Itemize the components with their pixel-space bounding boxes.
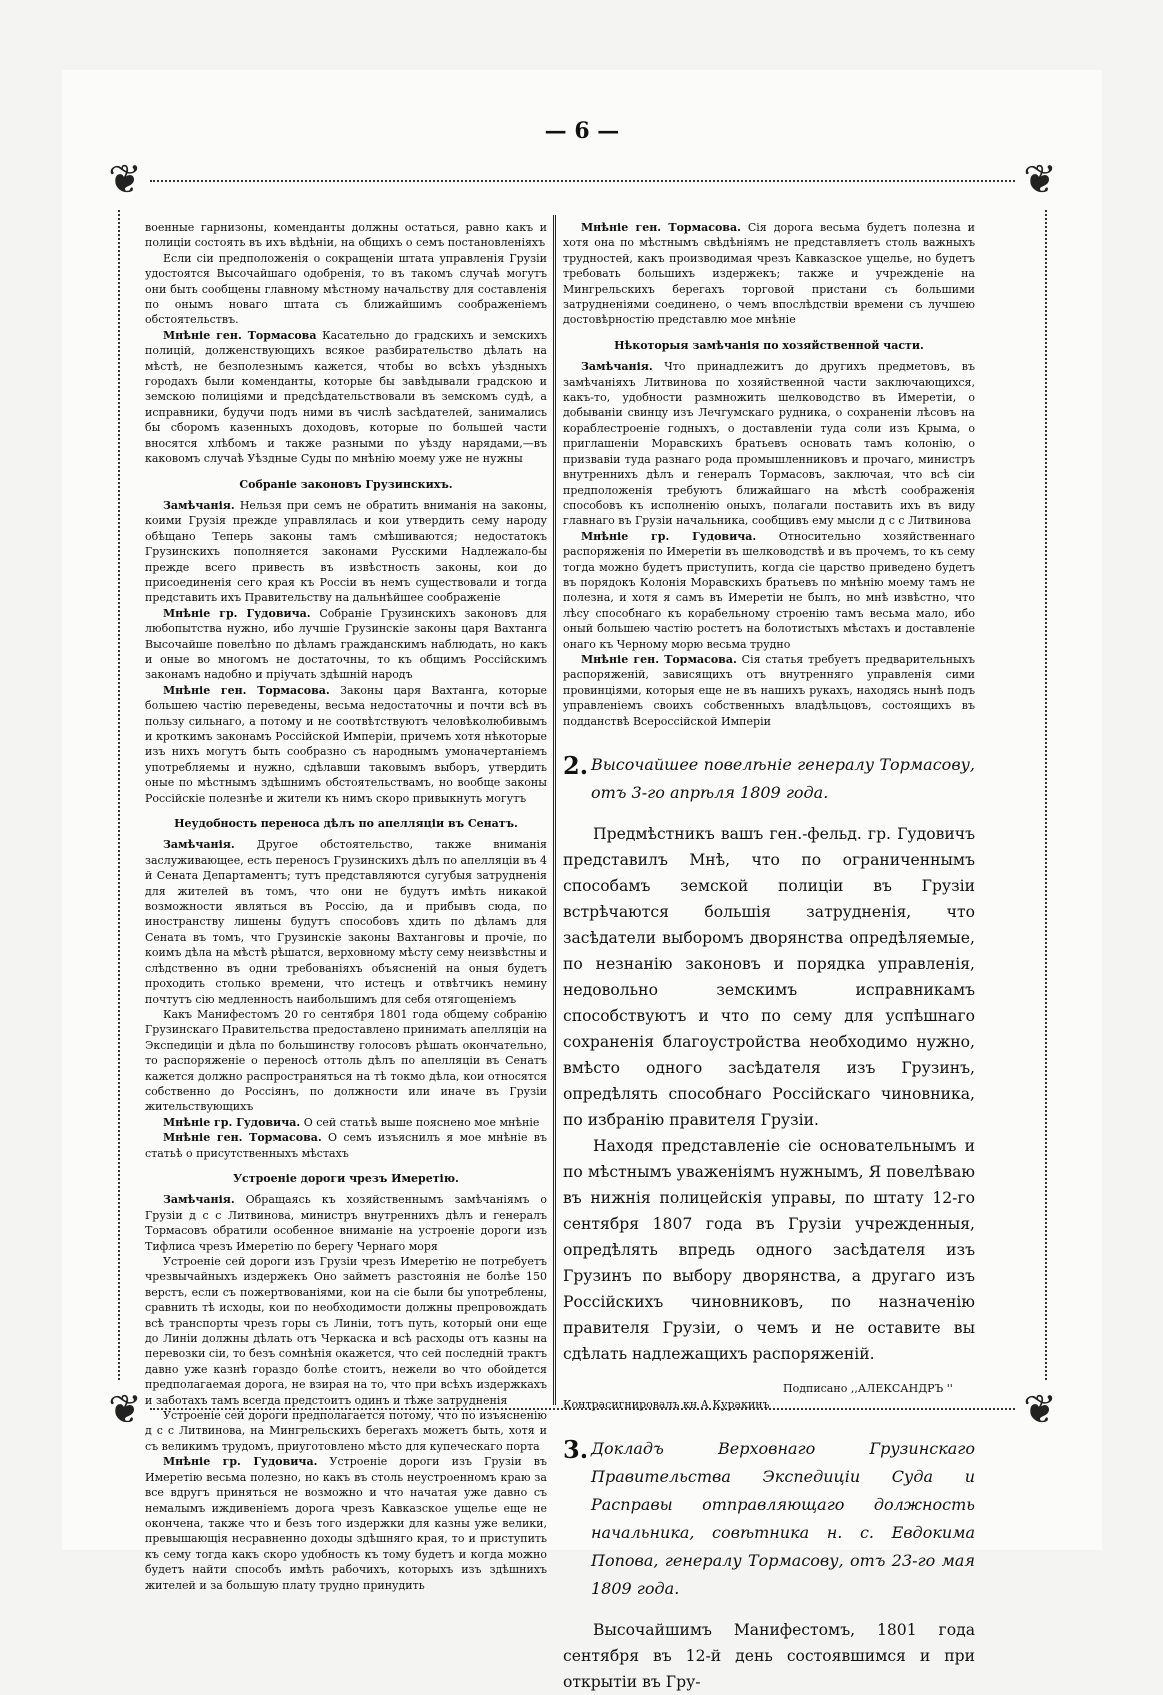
ornament-corner-icon: ❦ — [108, 157, 142, 203]
section-heading: Устроеніе дороги чрезъ Имеретію. — [233, 1171, 459, 1185]
paragraph-text: Касательно до градскихъ и земскихъ полицій, долженствующихъ всякое разбирательство дѣлать на мѣстѣ, не безполезнымъ кажется, чтобы во всѣхъ уѣздныхъ городахъ были коменданты, которые бы завѣдывали градскою и земскою полиціями и предсѣдательствовали въ земскомъ судѣ, а исправники, будучи подъ ними въ числѣ засѣдателей, занимались бы сборомъ казенныхъ доходовъ, которые по большей части вносятся хлѣбомъ и также разными по уѣзду нарядами,—въ каковомъ случаѣ Уѣздные Суды по мнѣнію моему уже не нужны — [145, 328, 547, 466]
ornament-corner-icon: ❦ — [1023, 157, 1057, 203]
paragraph-text: О семъ изъяснилъ я мое мнѣніе въ статьѣ о присутственныхъ мѣстахъ — [145, 1131, 547, 1160]
paragraph-lead: Замѣчанія. — [581, 360, 653, 374]
signature-block — [563, 1381, 975, 1413]
section-heading: Собраніе законовъ Грузинскихъ. — [239, 477, 453, 491]
paragraph-text: Что принадлежитъ до другихъ предметовъ, въ замѣчаніяхъ Литвинова по хозяйственной части заключающихся, какъ-то, удобности размножить шелководство въ Имеретіи, о добываніи свинцу изъ Лечгумскаго рудника, о сохраненіи лѣсовъ на кораблестроеніе годныхъ, о доставленіи туда соли изъ Крыма, о приглашеніи Моравскихъ братьевъ основать тамъ колонію, о призвавіи туда разнаго рода промышленниковъ и прочаго, министръ внутреннихъ дѣлъ и генералъ Тормасовъ, заключая, что всѣ сіи предположенія требуютъ ближайшаго на мѣстѣ соображенія способовъ къ исполненію оныхъ, полагали поставить ихъ въ виду главнаго въ Грузіи начальника, сообщивъ ему мысли д с с Литвинова — [563, 360, 975, 528]
paragraph-text: Обращаясь къ хозяйственнымъ замѣчаніямъ о Грузіи д с с Литвинова, министръ внутреннихъ дѣлъ и генералъ Тормасовъ обратили особенное вниманіе на устроеніе дороги изъ Тифлиса чрезъ Имеретію по берегу Чернаго моря — [145, 1193, 547, 1253]
section-title: Докладъ Верховнаго Грузинскаго Правительства Экспедиціи Суда и Расправы отправляющаго должность начальника, совѣтника н. с. Евдокима Попова, генералу Тормасову, отъ 23-го мая 1809 года. — [591, 1439, 975, 1598]
paragraph-text: Если сіи предположенія о сокращеніи штата управленія Грузіи удостоятся Высочайшаго одобренія, то въ такомъ случаѣ могутъ они быть сообщены главному мѣстному начальству для составленія по онымъ новаго штата съ ближайшимъ соображеніемъ обстоятельствъ. — [145, 251, 547, 327]
paragraph-text: Другое обстоятельство, также вниманія заслуживающее, есть переносъ Грузинскихъ дѣлъ по апелляціи въ 4 й Сената Департаментъ; тутъ представляются сугубыя затрудненія для жителей въ томъ, что они не будутъ имѣть никакой возможности являться въ Россію, да и прибывъ сюда, по иностранству лишены будутъ способовъ хдить по дѣламъ для Сената въ томъ, что Грузинскіе законы Вахтанговы и прочіе, по коимъ дѣла на мѣстѣ рѣшатся, верховному мѣсту сему неизвѣстны и слѣдственно въ одни требованіяхъ объясненій на оныя будетъ проходить столько времени, что истецъ и отвѣтчикъ немину почтутъ сію медленность наибольшимъ для себя отягощеніемъ — [145, 838, 547, 1006]
paragraph — [145, 1254, 547, 1408]
paragraph — [145, 1454, 547, 1593]
paragraph — [145, 498, 547, 606]
section-3 — [563, 1435, 975, 1695]
paragraph-text: Устроеніе сей дороги предполагается потому, что по изъясненію д с с Литвинова, на Мингрельскихъ берегахъ можетъ быть, хотя и съ великимъ трудомъ, приуготовлено мѣсто для купеческаго порта — [145, 1409, 547, 1453]
paragraph-lead: Замѣчанія. — [163, 838, 235, 852]
section-heading: Неудобность переноса дѣлъ по апелляціи въ Сенатъ. — [174, 817, 518, 831]
paragraph-lead: Мнѣніе ген. Тормасова. — [581, 652, 737, 666]
paragraph — [145, 1192, 547, 1254]
right-column — [563, 220, 975, 1695]
page-number: — 6 — — [544, 118, 620, 144]
section-heading: Нѣкоторыя замѣчанія по хозяйственной части. — [614, 338, 924, 352]
paragraph-text: Устроеніе сей дороги изъ Грузіи чрезъ Имеретію не потребуетъ чрезвычайныхъ издержекъ Оно займетъ разстоянія не болѣе 150 верстъ, если съ пожертвованіями, кои на сіе были бы употреблены, сравнить тѣ исходы, кои по необходимости должны препровождать всѣ транспорты чрезъ горы съ Линіи, тотъ путь, который они еще до Линіи должны дѣлать отъ Черкаска и всѣ расходы отъ казны на перевозки сіи, то безъ сомнѣнія окажется, что сей последній трактъ давно уже казнѣ гораздо болѣе стоитъ, нежели во что обойдется предполагаемая дорога, не взирая на то, что при всѣхъ издержкахъ и заботахъ тамъ всегда предстоитъ одинъ и тѣже затрудненія — [145, 1255, 547, 1407]
paragraph: Находя представленіе сіе основательнымъ и по мѣстнымъ уваженіямъ нужнымъ, Я повелѣваю въ нижнія полицейскія управы, по штату 12-го сентября 1807 года въ Грузіи учрежденныя, опредѣлять впредь одного засѣдателя изъ Грузинъ по выбору дворянства, а другаго изъ Россійскихъ чиновниковъ, по назначенію правителя Грузіи, о чемъ и не оставите вы сдѣлать надлежащихъ распоряженій. — [563, 1137, 975, 1363]
section-title: Высочайшее повелѣніе генералу Тормасову, отъ 3-го апрѣля 1809 года. — [591, 755, 975, 802]
paragraph-text: военные гарнизоны, коменданты должны остаться, равно какъ и полиціи состоять въ ихъ вѣдѣніи, на общихъ о семъ постановленіяхъ — [145, 221, 547, 250]
paragraph — [145, 1007, 547, 1115]
paragraph-lead: Мнѣніе гр. Гудовича. — [581, 529, 757, 543]
paragraph-text: Собраніе Грузинскихъ законовъ для любопытства нужно, ибо лучшіе Грузинскіе законы царя Вахтанга Высочайше повелѣно по дѣламъ гражданскимъ наблюдать, но какъ и оные во многомъ не достаточны, то къ общимъ Россійскимъ законамъ надобно и пріучать здѣшній народъ — [145, 606, 547, 682]
left-column — [145, 220, 547, 1593]
paragraph — [145, 837, 547, 1006]
paragraph-lead: Мнѣніе ген. Тормасова — [163, 328, 317, 342]
paragraph — [145, 251, 547, 328]
paragraph-lead: Мнѣніе ген. Тормасова. — [163, 1131, 322, 1145]
paragraph-lead: Замѣчанія. — [163, 498, 235, 512]
paragraph — [145, 1115, 547, 1130]
paragraph-text: О сей статьѣ выше пояснено мое мнѣніе — [300, 1115, 540, 1129]
paragraph — [563, 359, 975, 528]
section-2 — [563, 751, 975, 1413]
paragraph-lead: Мнѣніе гр. Гудовича. — [163, 1115, 301, 1129]
countersigned-line: Контрасигнировалъ кн А Куракинъ — [563, 1398, 770, 1411]
paragraph — [563, 529, 975, 652]
paragraph — [145, 1130, 547, 1161]
paragraph — [145, 606, 547, 683]
paragraph-lead: Замѣчанія. — [163, 1193, 235, 1207]
paragraph-text: Нельзя при семъ не обратить вниманія на законы, коими Грузія прежде управлялась и кои утвердить сему народу обѣщано Теперь законы тамъ смѣшиваются; недостатокъ Грузинскихъ пополняется законами Русскими Надлежало-бы прежде всего привесть въ извѣстность законы, кои до присоединенія сего края къ Россіи въ немъ существовали и тогда представить ихъ Правительству на дальнѣйшее соображеніе — [145, 498, 547, 605]
signed-line: Подписано ,,АЛЕКСАНДРЪ '' — [783, 1382, 953, 1395]
frame-rule-top — [150, 180, 1015, 182]
paragraph-lead: Мнѣніе ген. Тормасова. — [581, 221, 741, 234]
right-column-notes — [563, 220, 975, 729]
frame-rule-left — [118, 210, 120, 1380]
paragraph-text: Сія статья требуетъ предварительныхъ распоряженій, зависящихъ отъ внутренняго управленія сими провинціями, которыя еще не въ нашихъ рукахъ, находясь нынѣ подъ управленіемъ своихъ собственныхъ владѣльцовъ, состоящихъ въ подданствѣ Всероссійской Имперіи — [563, 652, 975, 728]
paragraph — [145, 683, 547, 806]
paragraph-text: Устроеніе дороги изъ Грузіи въ Имеретію весьма полезно, но какъ въ столь неустроенномъ краю за все вдругъ приняться не возможно и что начатая уже давно съ немалымъ иждивеніемъ дорога чрезъ Кавказское ущелье еще не окончена, также что и безъ того издержки для казны уже велики, превышающія несравненно доходы здѣшняго края, то и приступить къ сему тогда какъ скоро удобность къ тому будетъ и когда можно будетъ найти способъ имѣть рабочихъ, которыхъ изъ здѣшнихъ жителей и за большую плату трудно принудить — [145, 1455, 547, 1592]
paragraph-text: Какъ Манифестомъ 20 го сентября 1801 года общему собранію Грузинскаго Правительства предоставлено принимать апелляціи на Экспедиціи и дѣла по большинству голосовъ рѣшать окончательно, то распоряженіе о переносѣ оттоль дѣлъ по апелляціи въ Сенатъ кажется должно распространяться на тѣ токмо дѣла, кои относятся собственно до Россіянъ, по должности или иначе въ Грузіи жительствующихъ — [145, 1007, 547, 1114]
paragraph: Предмѣстникъ вашъ ген.-фельд. гр. Гудовичъ представилъ Мнѣ, что по ограниченнымъ способамъ земской полиціи въ Грузіи встрѣчаются большія затрудненія, что засѣдатели выборомъ дворянства опредѣляемые, по незнанію законовъ и порядка управленія, недовольно земскимъ исправникамъ способствуютъ и что по сему для успѣшнаго сохраненія благоустройства необходимо нужно, вмѣсто одного засѣдателя изъ Грузинъ, опредѣлять способнаго Россійскаго чиновника, по избранію правителя Грузіи. — [563, 825, 975, 1129]
paragraph: Высочайшимъ Манифестомъ, 1801 года сентября въ 12-й день состоявшимся и при открытіи въ Гру- — [563, 1621, 975, 1691]
paragraph — [563, 652, 975, 729]
section-3-heading — [563, 1435, 975, 1603]
paragraph-text: Законы царя Вахтанга, которые большею частію переведены, весьма недостаточны и почти всѣ въ пользу сильнаго, а потому и не соотвѣтствуютъ человѣколюбивымъ и кроткимъ законамъ Россійской Имперіи, причемъ хотя нѣкоторые изъ нихъ могутъ быть сообразно съ народнымъ умоначертаніемъ употребляемы и нужно, сдѣлавши таковымъ выборъ, утвердить оные по мѣстнымъ здѣшнимъ обстоятельствамъ, но вообще законы Россійскіе полезнѣе и жители къ нимъ скоро привыкнуть могутъ — [145, 683, 547, 805]
paragraph — [145, 1408, 547, 1454]
column-divider — [553, 215, 556, 1405]
paragraph-text: Сія дорога весьма будетъ полезна и хотя она по мѣстнымъ свѣдѣніямъ не представляетъ столь важныхъ трудностей, какъ производимая чрезъ Кавказское ущелье, но будетъ требовать большихъ издержекъ; также и учрежденіе на Мингрельскихъ берегахъ торговой пристани съ большими затрудненіями соединено, о чемъ впослѣдствіи времени съ лучшею достовѣрностію представлю мое мнѣніе — [563, 221, 975, 327]
ornament-corner-icon: ❦ — [108, 1387, 142, 1433]
section-number: 2. — [563, 751, 589, 780]
paragraph — [145, 220, 547, 251]
ornament-corner-icon: ❦ — [1023, 1387, 1057, 1433]
paragraph — [145, 328, 547, 467]
frame-rule-right — [1045, 210, 1047, 1380]
section-2-heading — [563, 751, 975, 807]
paragraph-lead: Мнѣніе гр. Гудовича. — [163, 606, 311, 620]
section-number: 3. — [563, 1435, 589, 1464]
paragraph — [563, 220, 975, 328]
paragraph-lead: Мнѣніе ген. Тормасова. — [163, 683, 330, 697]
paragraph-lead: Мнѣніе гр. Гудовича. — [163, 1455, 318, 1469]
paragraph-text: Относительно хозяйственнаго распоряженія по Имеретіи въ шелководствѣ и въ прочемъ, то къ сему тогда можно будетъ приступить, когда сіе царство приведено будетъ въ порядокъ Колонія Моравскихъ братьевъ по мнѣнію моему тамъ не полезна, и хотя я самъ въ Имеретіи не былъ, но мнѣ извѣстно, что лѣсу способнаго къ корабельному строенію тамъ весьма мало, ибо оный большею частію ростетъ на болотистыхъ мѣстахъ и доставленіе онаго къ Черному морю весьма трудно — [563, 529, 975, 651]
